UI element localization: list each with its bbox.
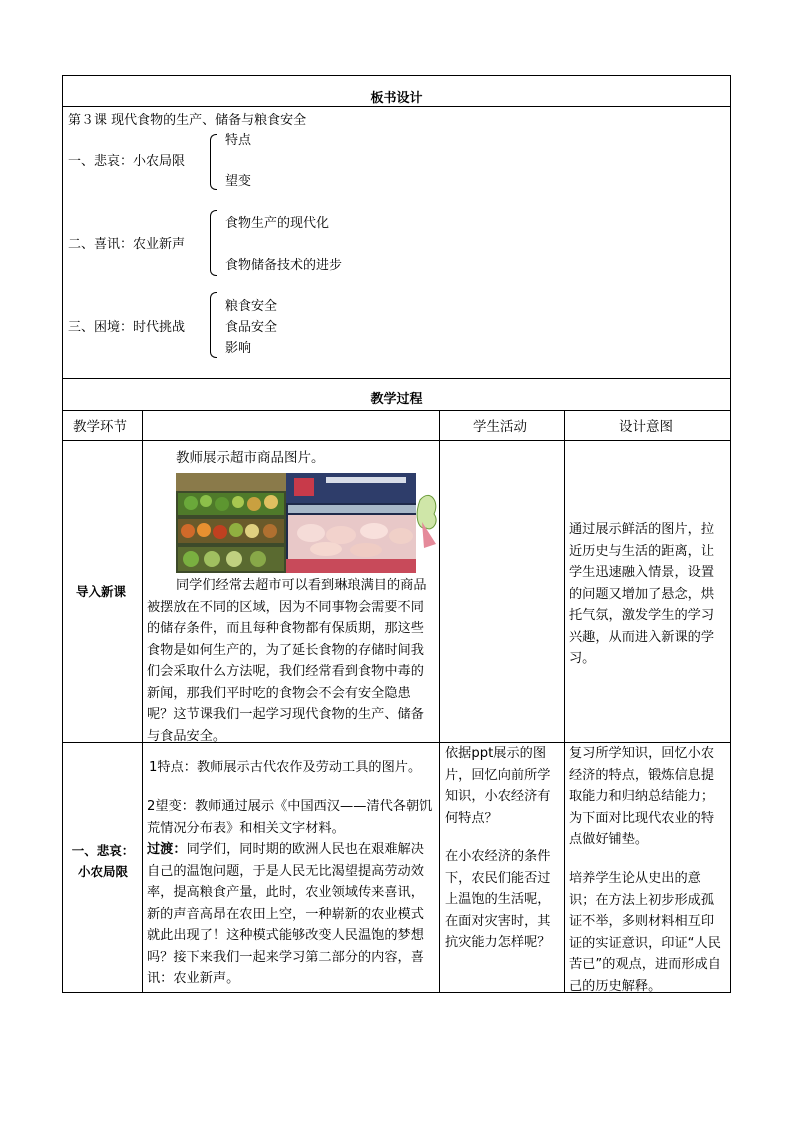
stage-label: 导入新课 [76, 584, 127, 599]
brace-1 [210, 134, 217, 190]
intent-text: 通过展示鲜活的图片，拉近历史与生活的距离，让学生迅速融入情景，设置的问题又增加了悬念，烘托气氛，激发学生的学习兴趣，从而进入新课的学习。 [569, 522, 715, 666]
board-item: 食品安全 [225, 320, 278, 335]
transition-label: 过渡： [147, 842, 187, 857]
board-item: 食物储备技术的进步 [225, 258, 343, 273]
intent-p1: 复习所学知识，回忆小农经济的特点，锻炼信息提取能力和归纳总结能力；为下面对比现代农业的特点做好铺垫。 [569, 746, 715, 847]
intent-p2: 培养学生论从史出的意识；在方法上初步形成孤证不举，多则材料相互印证的实证意识，印证“人民苦已”的观点，进而形成自己的历史解释。 [569, 871, 721, 994]
board-group-label-2: 二、喜讯：农业新声 [68, 237, 186, 252]
lesson-title: 第３课 现代食物的生产、储备与粮食安全 [68, 113, 307, 128]
col-header-intent: 设计意图 [619, 419, 673, 435]
brace-2 [210, 210, 217, 276]
board-item: 粮食安全 [225, 299, 278, 314]
process-heading: 教学过程 [370, 392, 423, 407]
content-p3 [147, 839, 437, 990]
board-item: 食物生产的现代化 [225, 216, 330, 231]
divider [63, 378, 730, 379]
supermarket-image [176, 473, 416, 573]
board-group-label-1: 一、悲哀：小农局限 [68, 154, 186, 169]
brace-3 [210, 292, 217, 358]
col-divider [439, 410, 440, 993]
board-item: 特点 [225, 133, 252, 148]
document-table [62, 75, 731, 993]
stage-label-text: 一、悲哀：小农局限 [71, 843, 135, 879]
col-header-stage: 教学环节 [73, 419, 127, 435]
board-heading: 板书设计 [370, 91, 423, 106]
stage-label [71, 840, 135, 882]
board-item: 影响 [225, 341, 252, 356]
divider [63, 410, 730, 411]
board-item: 望变 [225, 174, 252, 189]
content-intro: 教师展示超市商品图片。 [176, 450, 325, 466]
col-divider [142, 410, 143, 993]
content-p1: 1特点：教师展示古代农作及劳动工具的图片。 [149, 760, 422, 775]
student-p1: 依据ppt展示的图片，回忆向前所学知识，小农经济有何特点？ [445, 746, 551, 826]
transition-text: 同学们，同时期的欧洲人民也在艰难解决自己的温饱问题，于是人民无比渴望提高劳动效率，提高粮食产量，此时，农业领域传来喜讯，新的声音高昂在农田上空，一种崭新的农业模式就此出现了！这种模式能够改变人民温饱的梦想吗？接下来我们一起来学习第二部分的内容，喜讯：农业新声。 [147, 842, 424, 986]
divider [63, 106, 730, 107]
student-p2: 在小农经济的条件下，农民们能否过上温饱的生活呢，在面对灾害时，其抗灾能力怎样呢？ [445, 849, 551, 950]
divider [63, 440, 730, 441]
cabbage-icon [416, 492, 438, 554]
col-header-student: 学生活动 [473, 419, 527, 435]
board-group-label-3: 三、困境：时代挑战 [68, 320, 186, 335]
content-body: 同学们经常去超市可以看到琳琅满目的商品被摆放在不同的区域，因为不同事物会需要不同的储存条件，而且每种食物都有保质期，那这些食物是如何生产的，为了延长食物的存储时间我们会采取什么方法呢，我们经常看到食物中毒的新闻，那我们平时吃的食物会不会有安全隐患呢？这节课我们一起学习现代食物的生产、储备与食品安全。 [147, 578, 427, 744]
content-p2: 2望变：教师通过展示《中国西汉——清代各朝饥荒情况分布表》和相关文字材料。 [147, 799, 433, 836]
col-divider [564, 410, 565, 993]
